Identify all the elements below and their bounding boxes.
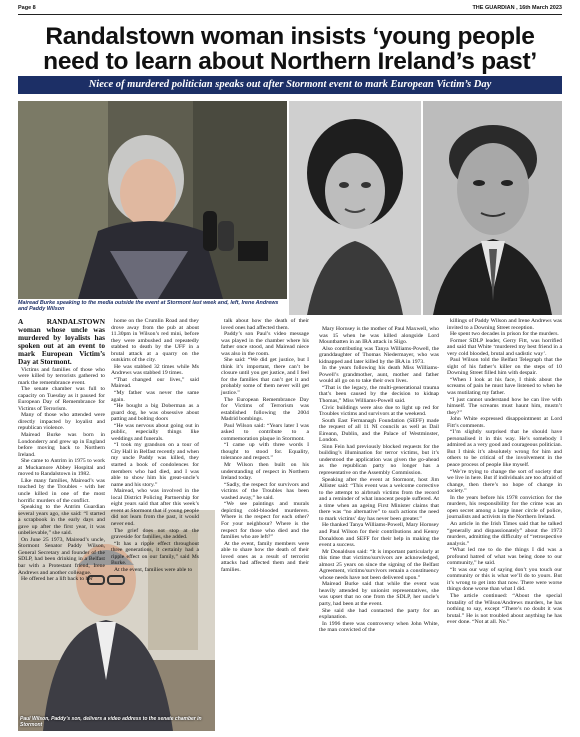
paragraph: “That changed our lives,” said Mairead. xyxy=(111,376,199,390)
photo-irene-andrews xyxy=(289,101,421,315)
paragraph: Speaking to the Antrim Guardian several years ago, she said: “I started a scrapbook in the early days and gave up after the first year, it was unbelievable,” she said. xyxy=(18,504,105,537)
paragraph: Many of those who attended were directly impacted by loyalist and republican violence. xyxy=(18,412,105,432)
paragraph: He was stabbed 32 times while Ms Andrews was stabbed 19 times. xyxy=(111,363,199,377)
paragraph: The European Remembrance Day for Victims of Terrorism was established following the 2004 Madrid bombings. xyxy=(221,396,309,423)
paragraph: On June 25 1973, Mairead’s uncle, Stormont Senator Paddy Wilson, General Secretary and founder of the SDLP, had been drinking in a Belfast bar with a Protestant friend, Irene Andrews and another colleague. xyxy=(18,536,105,576)
article-column-4 xyxy=(319,326,439,634)
paragraph: Mr Wilson then built on his understanding of respect in Northern Ireland today. xyxy=(221,462,309,482)
paragraph: Like many families, Mairead’s was touched by the Troubles - with her uncle killed in one of the most horrific murders of the conflict. xyxy=(18,477,105,504)
paragraph: Victims and families of those who were killed by terrorists gathered to mark the remembrance event. xyxy=(18,366,105,386)
paragraph: At the event, families were able to xyxy=(114,566,193,573)
paragraph: talk about how the death of their loved ones had affected them. xyxy=(221,318,309,331)
paragraph: In 1996 there was controversy when John White, the man convicted of the xyxy=(319,620,439,634)
paragraph: Mairead, who was involved in the local District Policing Partnership for eight years said that after this week’s event at Stormont that if young people did not learn from the past, it would never end. xyxy=(111,488,199,527)
paragraph: Also contributing was Tanya Williams-Powell, the granddaughter of Thomas Niedermayer, who was kidnapped and later killed by the IRA in 1973. xyxy=(319,345,439,365)
page-header xyxy=(18,0,562,15)
paragraph: Speaking after the event at Stormont, host Jim Allister said: “This event was a welcome corrective to the attempt to airbrush victims from the record and a reminder of what innocent people suffered. At a time when an ageing First Minister claims that there was “no alternative” to such actions the need to mark victims’ day has never been greater.” xyxy=(319,476,439,522)
paragraph: At the event, family members were able to share how the death of their loved ones as a result of terrorist attacks had affected them and their families. xyxy=(221,540,309,573)
headline: Randalstown woman insists ‘young people need to learn about Northern Ireland’s past’ xyxy=(43,23,537,75)
article-column-5 xyxy=(447,318,562,626)
page-number: Page 8 xyxy=(18,5,36,11)
paragraph: “He bought a big Doberman as a guard dog, he was obsessive about patting and bolting doors xyxy=(111,403,199,423)
paragraph: Mary Hornsey is the mother of Paul Maxwell, who was 15 when he was killed alongside Lord Mountbatten in an IRA attack in Sligo. xyxy=(319,326,439,346)
paragraph: “That is the legacy, the multi-generational trauma that’s been caused by the decision to kidnap Thomas,” Miss Williams-Powell said. xyxy=(319,384,439,405)
article-column-1 xyxy=(18,318,105,583)
photo-caption-main: Mairead Burke speaking to the media outside the event at Stormont last week and, left, Irene Andrews and Paddy Wilson xyxy=(18,300,279,313)
article-column-3 xyxy=(221,318,309,573)
photo-caption-paul: Paul Wilson, Paddy’s son, delivers a video address to the senate chamber in Stormont xyxy=(20,716,202,728)
masthead-date: THE GUARDIAN , 16th March 2023 xyxy=(472,5,562,11)
paragraph: South East Fermanagh Foundation (SEFF) made the request of all 11 NI councils as well as Dail Eireann, Dublin, and the Palace of Westminster, London. xyxy=(319,417,439,444)
paragraph: She said she had contacted the party for an explanation. xyxy=(319,607,439,621)
paragraph: Mr Donaldson said: “It is important particularly at this time that victims/survivors are acknowledged, almost 25 years on since the signing of the Belfast Agreement, victims/survivors remain a constituency whose needs have not been delivered upon.” xyxy=(319,548,439,581)
paragraph: Civic buildings were also due to light up red for Troubles victims and survivors at the weekend. xyxy=(319,404,439,418)
paragraph: “I took my grandson on a tour of City Hall in Belfast recently and when my uncle Paddy was killed, they started a book of condolences for members who had died, and I was able to show him his great-uncle’s name and his story.” xyxy=(111,442,199,488)
paragraph: “We’re trying to change the sort of society that we live in here. But if individuals are too afraid of change, then there’s no hope of change in society.” xyxy=(447,468,562,495)
article-lead: A RANDALSTOWN woman whose uncle was murdered by loyalists has spoken out at an event to mark European Victim’s Day at Stormont. xyxy=(18,317,105,367)
photo-mairead-burke xyxy=(18,101,287,299)
paragraph: “My father was never the same again. xyxy=(111,390,199,403)
paragraph: “I’m slightly surprised that he should have personalised it in this way. He’s somebody I admired as a very good and courageous politician. But I think it’s absolutely wrong for him and others to be critical of the involvement in the peace process of people like myself. xyxy=(447,429,562,469)
paragraph: She said: “We did get justice, but I think it’s important, there can’t be closure until you get justice, and I feel for the families that can’t get it and probably some of them never will get justice.” xyxy=(221,357,309,397)
paragraph: John White expressed disappointment at Lord Fitt’s comments. xyxy=(447,416,562,429)
paragraph: She came to Antrim in 1975 to work at Muckamore Abbey Hospital and moved to Randalstown in 1982. xyxy=(18,458,105,478)
paragraph: Paul Wilson said: “Years later I was asked to contribute to a commemoration plaque in Stormont. xyxy=(221,422,309,442)
paragraph: “I came up with three words I thought to stood for. Equality, tolerance and respect.” xyxy=(221,442,309,462)
photo-paddy-wilson xyxy=(423,101,562,315)
paragraph: He spent two decades in prison for the murders. xyxy=(450,331,559,338)
paragraph: “What led me to do the things I did was a profound hatred of what was being done to our community,” he said. xyxy=(447,547,562,567)
article-column-2 xyxy=(111,318,199,573)
paragraph: “We see paintings and murals depicting cold-blooded murderers. Where is the respect for each other? For your neighbour? Where is the respect for those who died and the families who are left?” xyxy=(221,501,309,541)
paragraph: home on the Crumlin Road and they drove away from the pub at about 11.30pm in Wilson’s red mini, before they were ambushed and repeatedly stabbed to death by the UFF in a brutal attack at a quarry on the outskirts of the city. xyxy=(111,318,199,364)
paragraph: In the years before his 1978 conviction for the murders, his responsibility for the crime was an open secret among a large inner circle of police, journalists and activists in the Northern Ireland. xyxy=(447,494,562,521)
paragraph: “It was our way of saying don’t you touch our community or this is what we’ll do to yours. But it’s wrong to get into that now. There were worse things done worse than what I did. xyxy=(447,566,562,593)
paragraph: Former SDLP leader, Gerry Fitt, was horrified and said that White ‘murdered my best friend in a very cold blooded, brutal and sadistic way’. xyxy=(447,337,562,357)
paragraph: Mairead Burke said that while the event was heavily attended by unionist representatives, she was upset that no one from the SDLP, her uncle’s party, had been at the event. xyxy=(319,581,439,607)
paragraph: “Sadly, the respect for survivors and victims of the Troubles has been washed away,” he said. xyxy=(221,481,309,501)
paragraph: The senate chamber was full to capacity on Tuesday as it paused for European Day of Remembrance for Victims of Terrorism. xyxy=(18,386,105,412)
paragraph: An article in the Irish Times said that he talked “generally and dispassionately” about the 1973 murders, admitting the difficulty of “retrospective analysis.” xyxy=(447,520,562,547)
paragraph: In the years following his death Miss Williams-Powell’s grandmother, aunt, mother and father would all go on to take their own lives. xyxy=(319,365,439,385)
paragraph: “When I look at his face, I think about the screams of pain he must have listened to when he was mutilating my father. xyxy=(447,376,562,397)
paragraph: “I just cannot understand how he can live with himself. The screams must haunt him, mustn’t they?” xyxy=(447,396,562,416)
paragraph: “It has a ripple effect throughout three generations, it certainly had a ripple effect on our family,” said Ms Burke. xyxy=(111,540,199,567)
strapline: Niece of murdered politician speaks out after Stormont event to mark European Victim’s Day xyxy=(18,76,562,94)
paragraph: Paul Wilson told the Belfast Telegraph that the sight of his father’s killer on the steps of 10 Downing Street filled him with despair. xyxy=(447,357,562,377)
paragraph: Paddy’s son Paul’s video message was played in the chamber where his father once stood, and Mairead niece was also in the room. xyxy=(221,331,309,357)
paragraph: Sinn Fein had previously blocked requests for the building’s illumination for terror victims, but it’s understood the application was given the go-ahead as the republican party no longer has a representative on the Assembly Commission. xyxy=(319,443,439,477)
paragraph: The grief does not stop at the graveside for families, she added. xyxy=(111,527,199,541)
paragraph: The article continued: “About the special brutality of the Wilson/Andrews murders, he has nothing to say, except “There’s no doubt it was brutal.” He is not troubled about anything he has ever done. “Not at all. No.” xyxy=(447,592,562,626)
paragraph: “He was nervous about going out in public, especially things like weddings and funerals. xyxy=(111,422,199,442)
paragraph: He thanked Tanya Williams-Powell, Mary Hornsey and Paul Wilson for their contributions and Kenny Donaldson and SEFF for their help in making the event a success. xyxy=(319,522,439,549)
paragraph: Mairead Burke was born in Londonderry and grew up in England before moving back to Northern Ireland. xyxy=(18,432,105,458)
paragraph: He offered her a lift back to her xyxy=(21,576,93,583)
paragraph: killings of Paddy Wilson and Irene Andrews was invited to a Downing Street reception. xyxy=(447,318,562,331)
